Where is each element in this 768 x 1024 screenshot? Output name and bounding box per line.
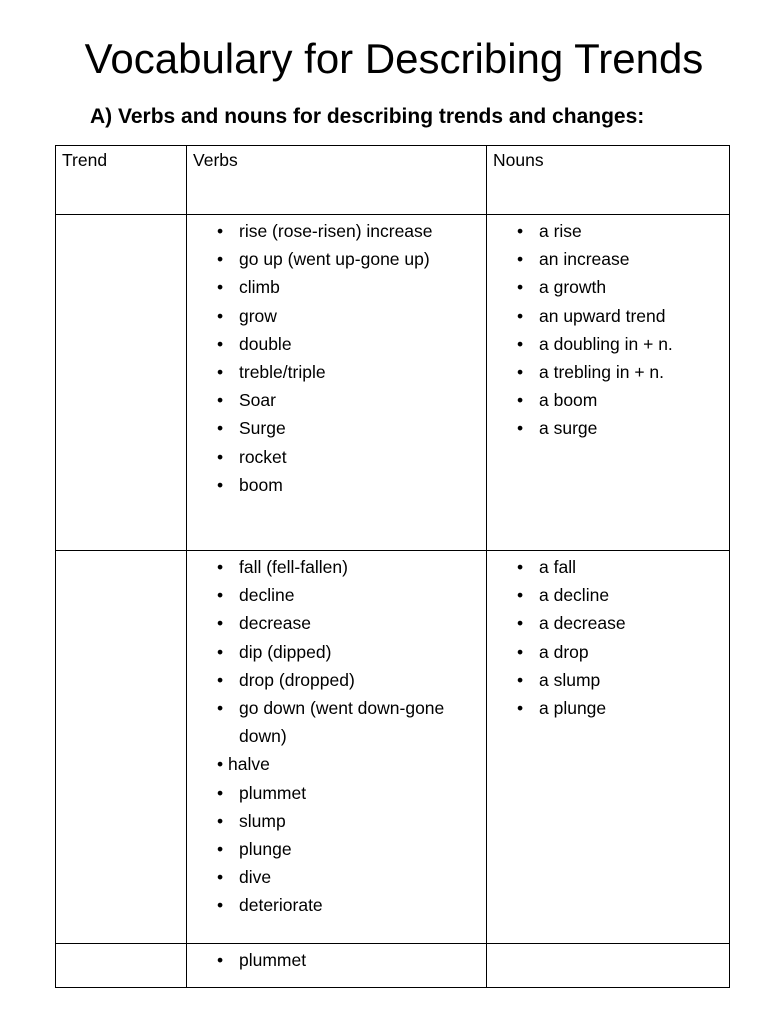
list-item: • Soar (187, 386, 486, 414)
header-verbs: Verbs (187, 146, 487, 215)
list-item: • a plunge (487, 694, 729, 722)
list-item: • plummet (187, 779, 486, 807)
list-item: • decline (187, 581, 486, 609)
verbs-list (187, 944, 486, 974)
list-item: • slump (187, 807, 486, 835)
nouns-cell (487, 215, 730, 551)
list-item: • Surge (187, 414, 486, 442)
trend-cell (56, 944, 187, 988)
list-item: • a drop (487, 638, 729, 666)
list-item: • a surge (487, 414, 729, 442)
header-trend: Trend (56, 146, 187, 215)
list-item: • climb (187, 273, 486, 301)
verbs-list (187, 215, 486, 499)
verbs-cell (187, 944, 487, 988)
list-item: • a boom (487, 386, 729, 414)
nouns-cell (487, 551, 730, 944)
table-row (56, 944, 730, 988)
table-row (56, 551, 730, 944)
trend-cell (56, 215, 187, 551)
list-item: • drop (dropped) (187, 666, 486, 694)
list-item: • dip (dipped) (187, 638, 486, 666)
list-item: • a rise (487, 217, 729, 245)
list-item: • plunge (187, 835, 486, 863)
list-item: • treble/triple (187, 358, 486, 386)
list-item: • rocket (187, 443, 486, 471)
list-item: • a doubling in + n. (487, 330, 729, 358)
list-item: • a slump (487, 666, 729, 694)
verbs-cell (187, 215, 487, 551)
verbs-list (187, 551, 486, 920)
list-item: • a decline (487, 581, 729, 609)
list-item: • go down (went down-gone down) (187, 694, 486, 750)
section-heading: A) Verbs and nouns for describing trends and changes: (90, 105, 645, 128)
nouns-cell (487, 944, 730, 988)
page-title: Vocabulary for Describing Trends (84, 35, 704, 82)
verbs-cell (187, 551, 487, 944)
table-row (56, 215, 730, 551)
trend-cell (56, 551, 187, 944)
list-item: • an increase (487, 245, 729, 273)
list-item: • an upward trend (487, 302, 729, 330)
list-item: • rise (rose-risen) increase (187, 217, 486, 245)
list-item: • decrease (187, 609, 486, 637)
list-item: • plummet (187, 946, 486, 974)
list-item: • boom (187, 471, 486, 499)
list-item: • a fall (487, 553, 729, 581)
list-item: • a growth (487, 273, 729, 301)
list-item: • fall (fell-fallen) (187, 553, 486, 581)
nouns-list (487, 215, 729, 443)
header-nouns: Nouns (487, 146, 730, 215)
list-item: • halve (217, 754, 270, 775)
list-item: • grow (187, 302, 486, 330)
nouns-list (487, 551, 729, 722)
list-item: • a decrease (487, 609, 729, 637)
list-item: • deteriorate (187, 891, 486, 919)
list-item: • a trebling in + n. (487, 358, 729, 386)
list-item: • go up (went up-gone up) (187, 245, 486, 273)
list-item: • double (187, 330, 486, 358)
vocabulary-table (55, 145, 730, 988)
list-item: • dive (187, 863, 486, 891)
table-header-row (56, 146, 730, 215)
